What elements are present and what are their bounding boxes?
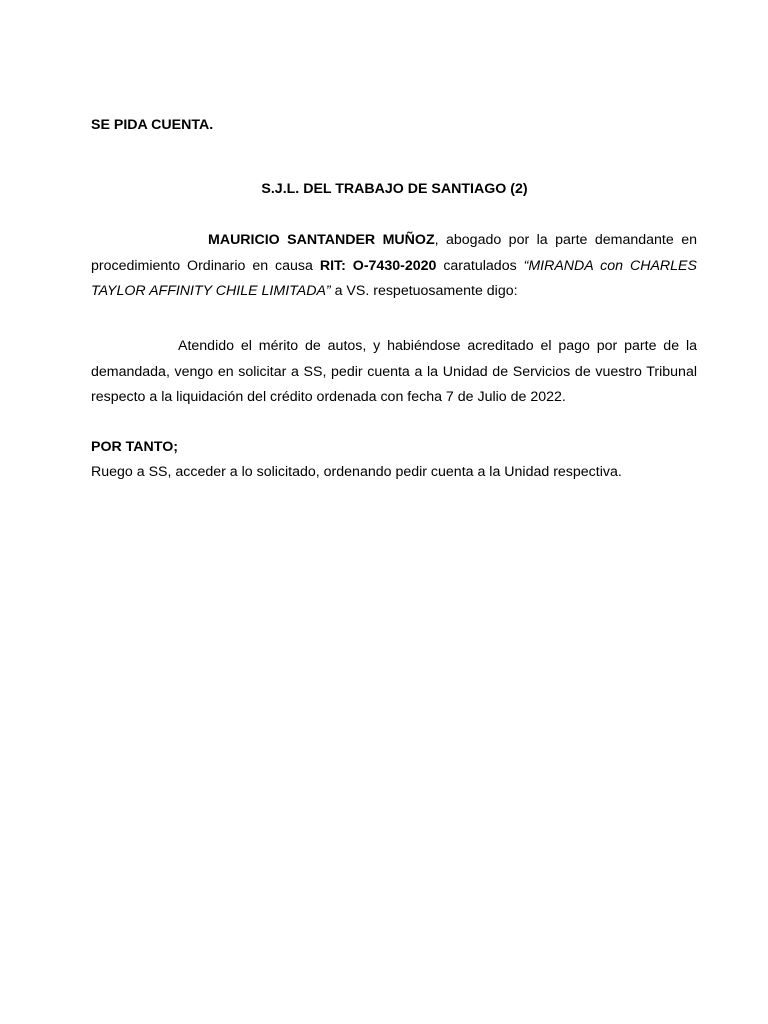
appearance-text-3: a VS. respetuosamente digo:	[330, 283, 518, 299]
court-heading: S.J.L. DEL TRABAJO DE SANTIAGO (2)	[261, 181, 528, 197]
por-tanto-heading: POR TANTO;	[91, 439, 178, 455]
body-paragraph: Atendido el mérito de autos, y habiéndose acreditado el pago por parte de la demandada, vengo en solicitar a SS, pedir cuenta a la Unidad de Servicios de vuestro Tribunal respecto a la liquidación del crédito ordenada con fecha 7 de Julio de 2022.	[91, 338, 697, 405]
appearance-text-1: , abogado por la parte demandante en procedimiento Ordinario en causa	[91, 232, 697, 274]
sumilla-heading: SE PIDA CUENTA.	[91, 117, 214, 133]
appearance-paragraph	[91, 228, 697, 305]
appearance-text-2: caratulados	[436, 257, 524, 274]
request-paragraph: Ruego a SS, acceder a lo solicitado, ordenando pedir cuenta a la Unidad respectiva.	[91, 464, 622, 480]
lawyer-name: MAURICIO SANTANDER MUÑOZ	[208, 232, 435, 248]
case-rit: RIT: O-7430-2020	[319, 257, 437, 274]
case-caption: “MIRANDA con CHARLES TAYLOR AFFINITY CHILE LIMITADA”	[91, 257, 697, 299]
